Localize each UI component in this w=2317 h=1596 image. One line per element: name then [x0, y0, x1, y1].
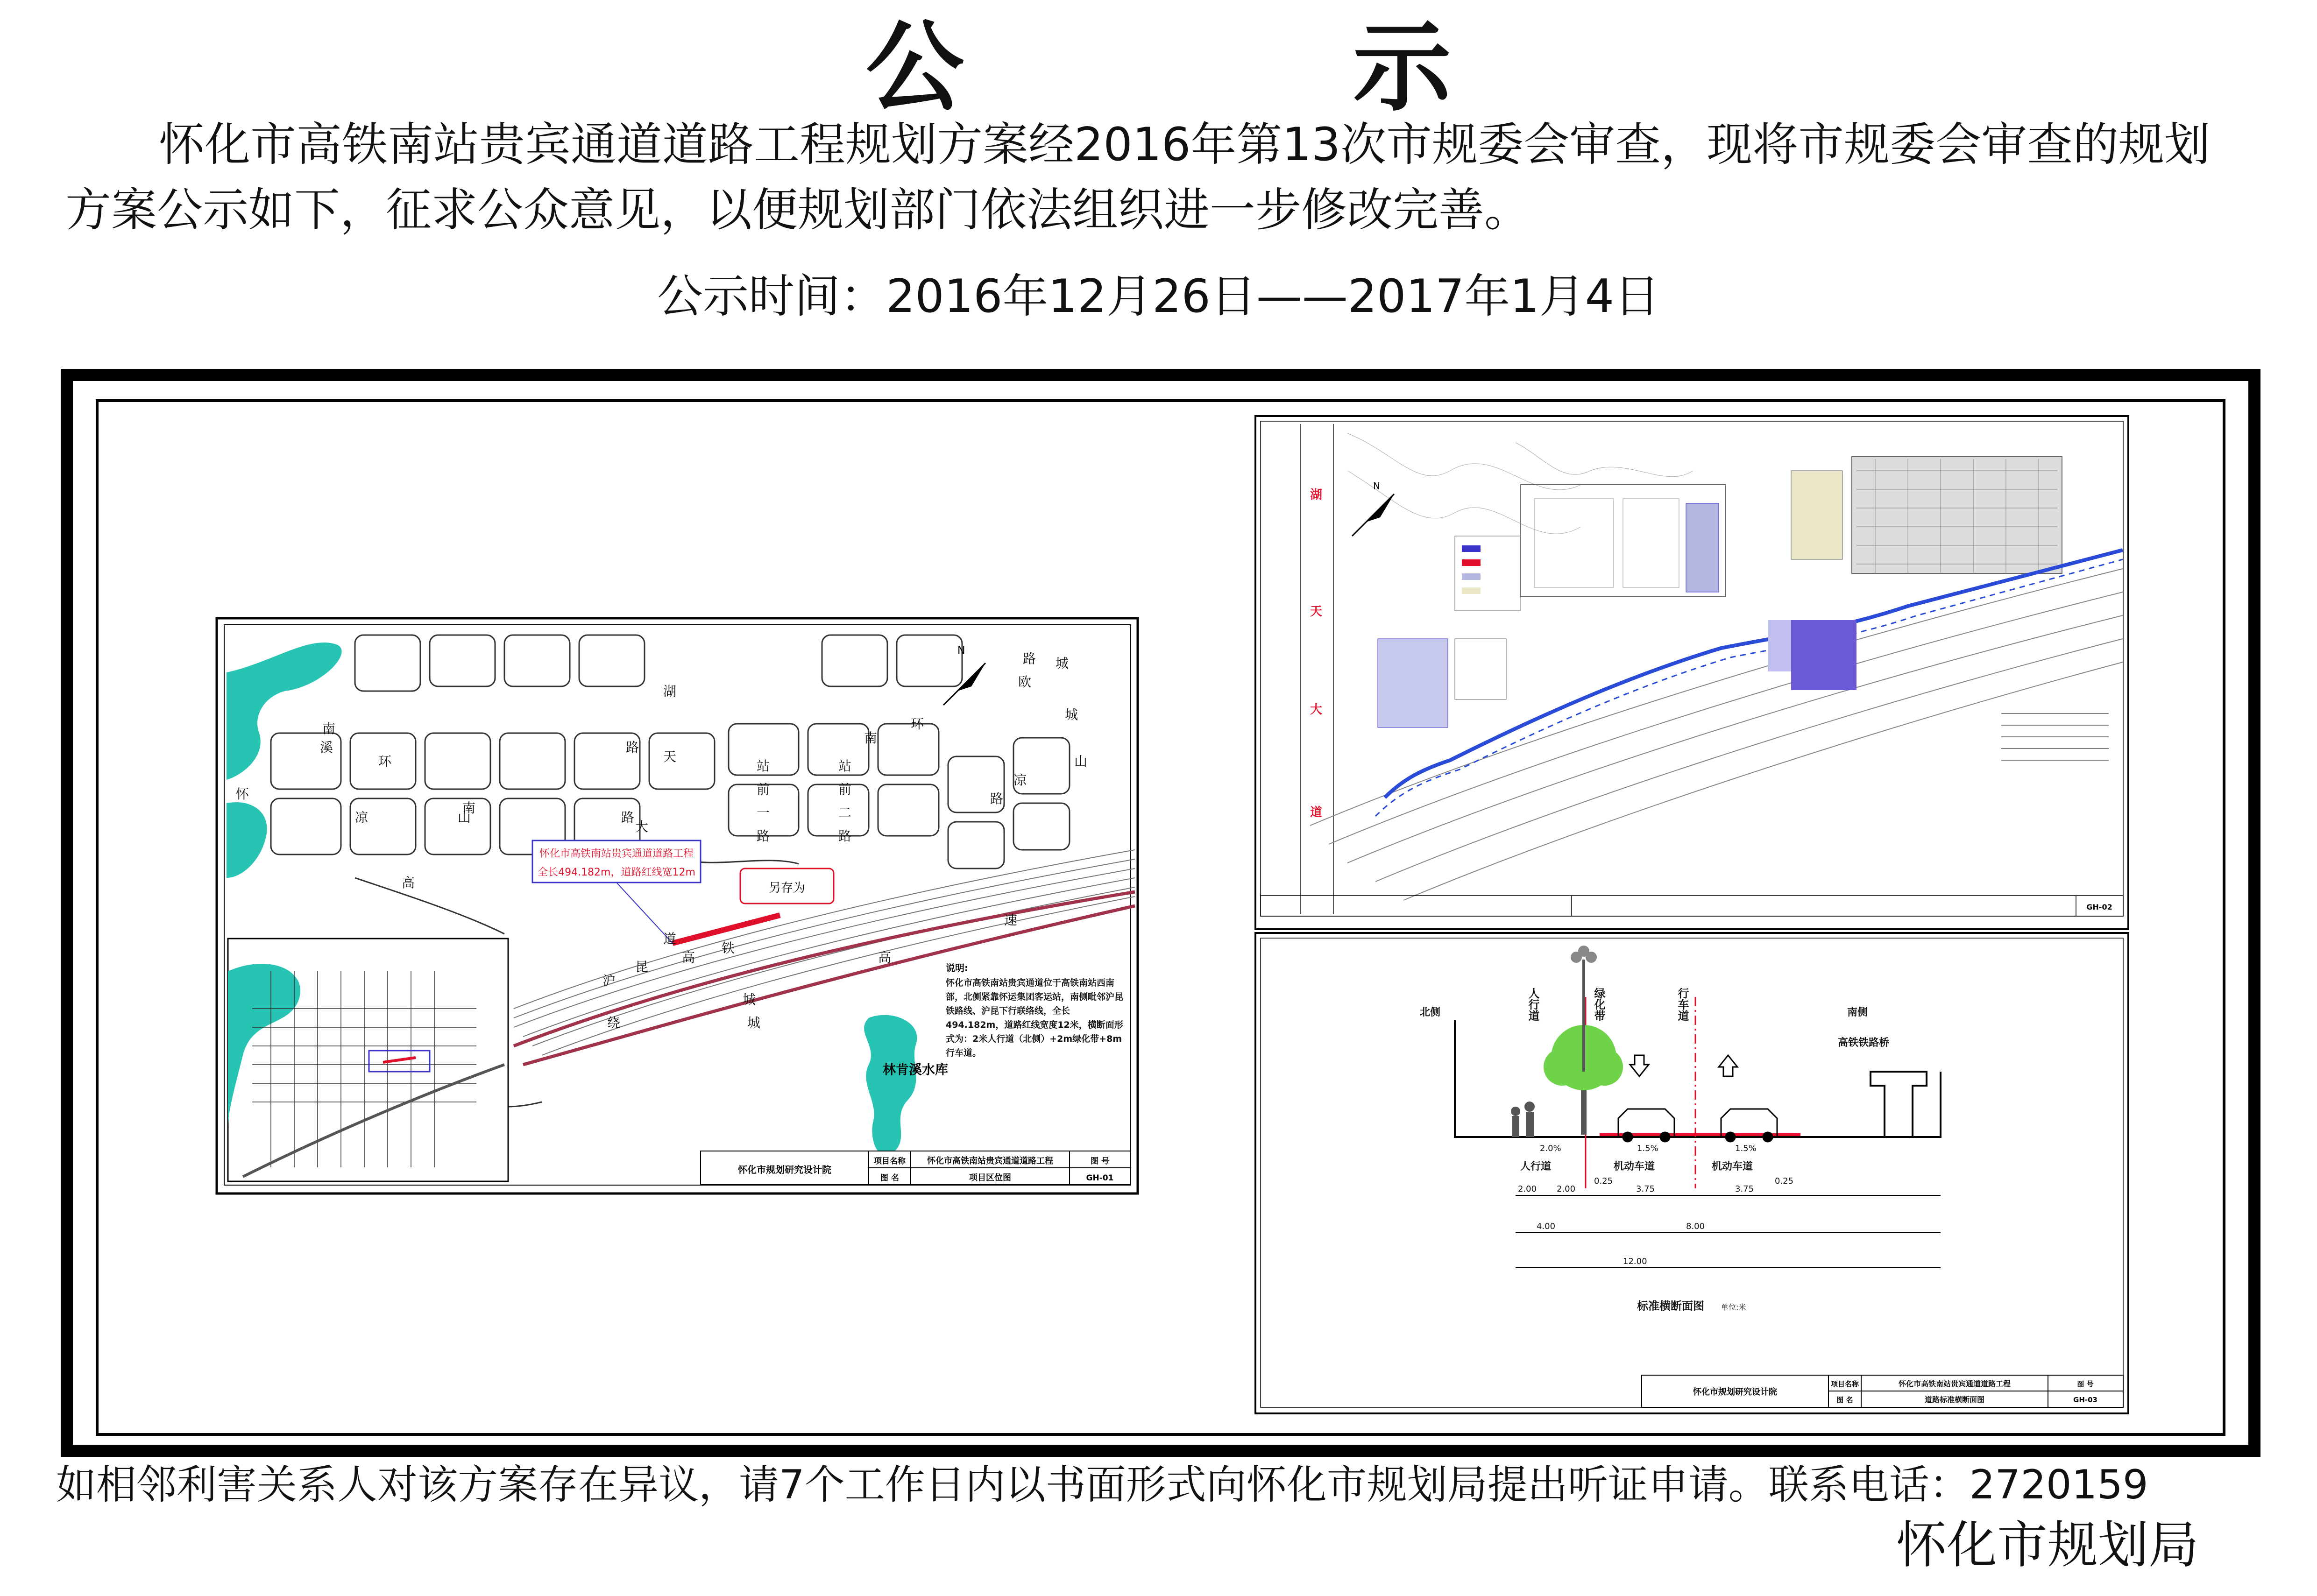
cross-section-title-block [1642, 1375, 2123, 1407]
svg-text:铁: 铁 [722, 940, 735, 956]
svg-text:山: 山 [1074, 754, 1088, 769]
site-plan-drawing-no: GH-02 [2086, 903, 2112, 911]
svg-text:GH-03: GH-03 [2073, 1396, 2097, 1404]
svg-text:8.00: 8.00 [1686, 1222, 1705, 1231]
svg-text:道路标准横断面图: 道路标准横断面图 [1924, 1395, 1985, 1404]
rail-bridge-label: 高铁铁路桥 [1838, 1037, 1890, 1049]
inset-map [228, 939, 508, 1181]
svg-text:高: 高 [878, 950, 892, 965]
svg-text:道: 道 [1310, 805, 1323, 819]
cross-section [1254, 932, 2130, 1415]
sidewalk-label: 人行道 [1526, 988, 1539, 1021]
svg-text:欧: 欧 [1018, 674, 1032, 690]
svg-text:N: N [957, 645, 965, 657]
svg-text:天: 天 [663, 749, 677, 764]
site-plan [1254, 415, 2130, 931]
carriageway-label: 行车道 [1676, 988, 1689, 1021]
svg-text:图 号: 图 号 [1091, 1157, 1109, 1166]
objection-notice: 如相邻利害关系人对该方案存在异议，请7个工作日内以书面形式向怀化市规划局提出听证申请。联系电话：2720159 [56, 1462, 2148, 1508]
svg-text:前: 前 [838, 782, 852, 797]
station-label: 另存为 [768, 881, 806, 895]
svg-text:高: 高 [682, 950, 695, 965]
svg-text:道: 道 [663, 931, 677, 946]
svg-text:环: 环 [378, 754, 392, 769]
svg-text:天: 天 [1310, 605, 1323, 619]
svg-text:0.25: 0.25 [1775, 1176, 1794, 1186]
svg-text:一: 一 [757, 805, 770, 820]
south-side-label: 南侧 [1847, 1007, 1868, 1018]
notice-period: 公示时间：2016年12月26日——2017年1月4日 [657, 270, 1660, 323]
note-text: 怀化市高铁南站贵宾通道位于高铁南站西南部，北侧紧靠怀运集团客运站，南侧毗邻沪昆铁路线、沪昆下行联络线，全长494.182m，道路红线宽度12米，横断面形式为：2米人行道（北侧）+2m绿化带+8m行车道。 [946, 978, 1124, 1058]
svg-text:速: 速 [1004, 912, 1018, 928]
svg-text:3.75: 3.75 [1735, 1184, 1754, 1194]
svg-text:湖: 湖 [1310, 488, 1323, 502]
svg-text:路: 路 [626, 740, 639, 755]
svg-text:城: 城 [1056, 656, 1069, 671]
svg-text:溪: 溪 [320, 740, 333, 755]
svg-text:图 名: 图 名 [880, 1173, 899, 1183]
svg-text:图 名: 图 名 [1836, 1396, 1853, 1404]
svg-text:0.25: 0.25 [1594, 1176, 1613, 1186]
svg-text:2.00: 2.00 [1557, 1184, 1576, 1194]
svg-text:大: 大 [1310, 703, 1323, 717]
svg-text:4.00: 4.00 [1537, 1222, 1556, 1231]
notice-title: 公 示 [865, 10, 1629, 125]
svg-text:路: 路 [1023, 651, 1036, 666]
svg-text:项目名称: 项目名称 [874, 1157, 906, 1166]
svg-text:机动车道: 机动车道 [1712, 1161, 1753, 1172]
svg-text:城: 城 [1065, 707, 1078, 722]
svg-text:12.00: 12.00 [1623, 1257, 1647, 1266]
svg-text:机动车道: 机动车道 [1614, 1161, 1655, 1172]
svg-text:项目名称: 项目名称 [1830, 1380, 1859, 1388]
svg-text:怀化市规划研究设计院: 怀化市规划研究设计院 [1693, 1387, 1777, 1397]
svg-text:大: 大 [635, 819, 649, 834]
svg-text:怀: 怀 [236, 786, 249, 802]
svg-text:沪: 沪 [602, 973, 616, 989]
svg-text:城: 城 [743, 992, 756, 1007]
svg-text:昆: 昆 [635, 959, 649, 975]
project-callout-line-2: 全长494.182m，道路红线宽12m [538, 867, 695, 878]
svg-text:山: 山 [458, 810, 471, 825]
svg-text:城: 城 [747, 1015, 761, 1031]
notice-paragraph-line-2: 方案公示如下，征求公众意见，以便规划部门依法组织进一步修改完善。 [65, 184, 1530, 237]
svg-text:项目区位图: 项目区位图 [969, 1173, 1011, 1183]
svg-text:3.75: 3.75 [1636, 1184, 1655, 1194]
svg-text:2.0%: 2.0% [1540, 1144, 1561, 1153]
svg-text:二: 二 [838, 805, 852, 820]
svg-text:凉: 凉 [355, 810, 368, 825]
svg-text:图 号: 图 号 [2077, 1380, 2094, 1388]
svg-text:2.00: 2.00 [1518, 1184, 1537, 1194]
svg-text:路: 路 [621, 810, 635, 825]
notice-paragraph-line-1: 怀化市高铁南站贵宾通道道路工程规划方案经2016年第13次市规委会审查，现将市规委会审查的规划 [159, 118, 2211, 171]
svg-text:人行道: 人行道 [1520, 1161, 1552, 1172]
svg-text:GH-01: GH-01 [1086, 1173, 1114, 1183]
svg-text:站: 站 [757, 758, 770, 774]
svg-text:南: 南 [864, 730, 878, 746]
issuer-name: 怀化市规划局 [1896, 1516, 2199, 1575]
cross-section-title: 标准横断面图 [1637, 1299, 1704, 1313]
svg-text:1.5%: 1.5% [1637, 1144, 1658, 1153]
svg-text:高: 高 [402, 875, 415, 890]
svg-text:南: 南 [462, 800, 476, 816]
svg-text:1.5%: 1.5% [1735, 1144, 1757, 1153]
svg-text:路: 路 [838, 828, 852, 844]
svg-text:怀化市高铁南站贵宾通道道路工程: 怀化市高铁南站贵宾通道道路工程 [927, 1156, 1053, 1166]
north-side-label: 北侧 [1420, 1007, 1441, 1018]
svg-text:怀化市高铁南站贵宾通道道路工程: 怀化市高铁南站贵宾通道道路工程 [1898, 1379, 2011, 1388]
green-belt-label: 绿化带 [1592, 988, 1605, 1021]
project-callout-line-1: 怀化市高铁南站贵宾通道道路工程 [539, 848, 694, 860]
reservoir-label: 林肯溪水库 [883, 1062, 949, 1077]
svg-text:路: 路 [990, 791, 1004, 806]
svg-text:单位:米: 单位:米 [1721, 1303, 1746, 1312]
svg-text:绕: 绕 [607, 1015, 621, 1031]
svg-text:湖: 湖 [663, 684, 677, 699]
svg-text:南: 南 [322, 721, 336, 736]
note-title: 说明: [946, 962, 968, 974]
location-map [215, 616, 1140, 1195]
parking-block [1791, 620, 1856, 690]
svg-text:怀化市规划研究设计院: 怀化市规划研究设计院 [738, 1164, 831, 1175]
svg-text:路: 路 [757, 828, 770, 844]
svg-text:前: 前 [757, 782, 770, 797]
svg-text:站: 站 [838, 758, 852, 774]
svg-text:凉: 凉 [1013, 772, 1027, 788]
svg-text:环: 环 [911, 716, 924, 732]
svg-text:N: N [1373, 480, 1380, 492]
location-title-block [701, 1151, 1130, 1185]
